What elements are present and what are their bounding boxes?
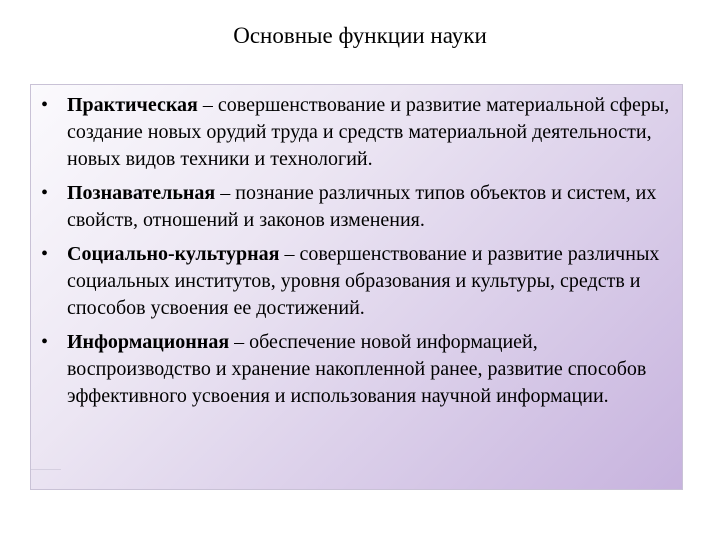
bullet-icon: • xyxy=(41,331,49,353)
list-item-informational xyxy=(31,329,683,410)
content-box xyxy=(30,84,683,490)
item-term: Познавательная xyxy=(67,182,216,204)
list-item-sociocultural xyxy=(31,241,683,322)
function-list xyxy=(31,92,683,417)
item-term: Практическая xyxy=(67,94,198,116)
list-item-cognitive xyxy=(31,180,683,234)
slide-title: Основные функции науки xyxy=(233,23,487,48)
item-description: – совершенствование и развитие различных социальных институтов, уровня образования и культуры, средств и способов усвоения ее достижений. xyxy=(67,243,660,319)
bullet-icon: • xyxy=(41,243,49,265)
item-term: Социально-культурная xyxy=(67,243,280,265)
bullet-icon: • xyxy=(41,182,49,204)
item-description: – познание различных типов объектов и систем, их свойств, отношений и законов изменения. xyxy=(67,182,657,231)
list-item-practical xyxy=(31,92,683,173)
item-term: Информационная xyxy=(67,331,230,353)
item-description: – обеспечение новой информацией, воспроизводство и хранение накопленной ранее, развитие способов эффективного усвоения и использования научной информации. xyxy=(67,331,647,407)
guide-line xyxy=(31,469,61,470)
item-description: – совершенствование и развитие материальной сферы, создание новых орудий труда и средств материальной деятельности, новых видов техники и технологий. xyxy=(67,94,670,170)
bullet-icon: • xyxy=(41,94,49,116)
